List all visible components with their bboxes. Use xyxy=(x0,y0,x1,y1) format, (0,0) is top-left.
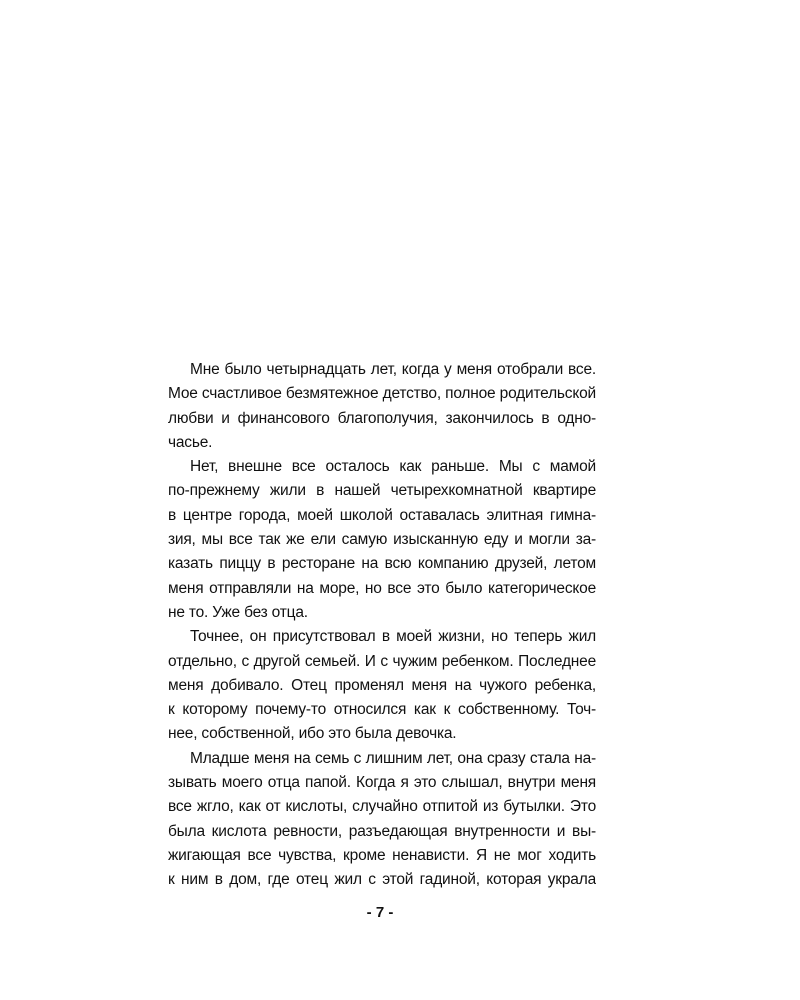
text-line: была кислота ревности, разъедающая внутренности и вы- xyxy=(168,822,596,840)
body-text xyxy=(168,358,596,893)
text-line: в центре города, моей школой оставалась элитная гимна- xyxy=(168,506,596,524)
text-line: казать пиццу в ресторане на всю компанию друзей, летом xyxy=(168,555,596,573)
text-line: к которому почему-то относился как к собственному. Точ- xyxy=(168,701,596,719)
text-line: зывать моего отца папой. Когда я это слышал, внутри меня xyxy=(168,774,596,792)
text-line: отдельно, с другой семьей. И с чужим ребенком. Последнее xyxy=(168,652,596,670)
text-line: меня отправляли на море, но все это было категорическое xyxy=(168,579,596,597)
text-line: зия, мы все так же ели самую изысканную еду и могли за- xyxy=(168,531,596,549)
text-line: к ним в дом, где отец жил с этой гадиной, которая украла xyxy=(168,871,596,889)
text-line: по-прежнему жили в нашей четырехкомнатной квартире xyxy=(168,482,596,500)
text-line: Мое счастливое безмятежное детство, полное родительской xyxy=(168,385,596,403)
text-line: не то. Уже без отца. xyxy=(168,603,308,621)
text-line: часье. xyxy=(168,433,213,451)
text-line: Точнее, он присутствовал в моей жизни, но теперь жил xyxy=(190,628,596,646)
text-line: Нет, внешне все осталось как раньше. Мы с мамой xyxy=(190,458,596,476)
page-number: - 7 - xyxy=(366,904,394,921)
text-line: меня добивало. Отец променял меня на чужого ребенка, xyxy=(168,676,596,694)
text-line: жигающая все чувства, кроме ненависти. Я не мог ходить xyxy=(168,846,596,864)
text-line: Младше меня на семь с лишним лет, она сразу стала на- xyxy=(190,749,596,767)
text-line: все жгло, как от кислоты, случайно отпитой из бутылки. Это xyxy=(168,798,596,816)
text-line: Мне было четырнадцать лет, когда у меня отобрали все. xyxy=(190,361,596,378)
text-line: нее, собственной, ибо это была девочка. xyxy=(168,725,457,743)
text-line: любви и финансового благополучия, закончилось в одно- xyxy=(168,409,596,427)
